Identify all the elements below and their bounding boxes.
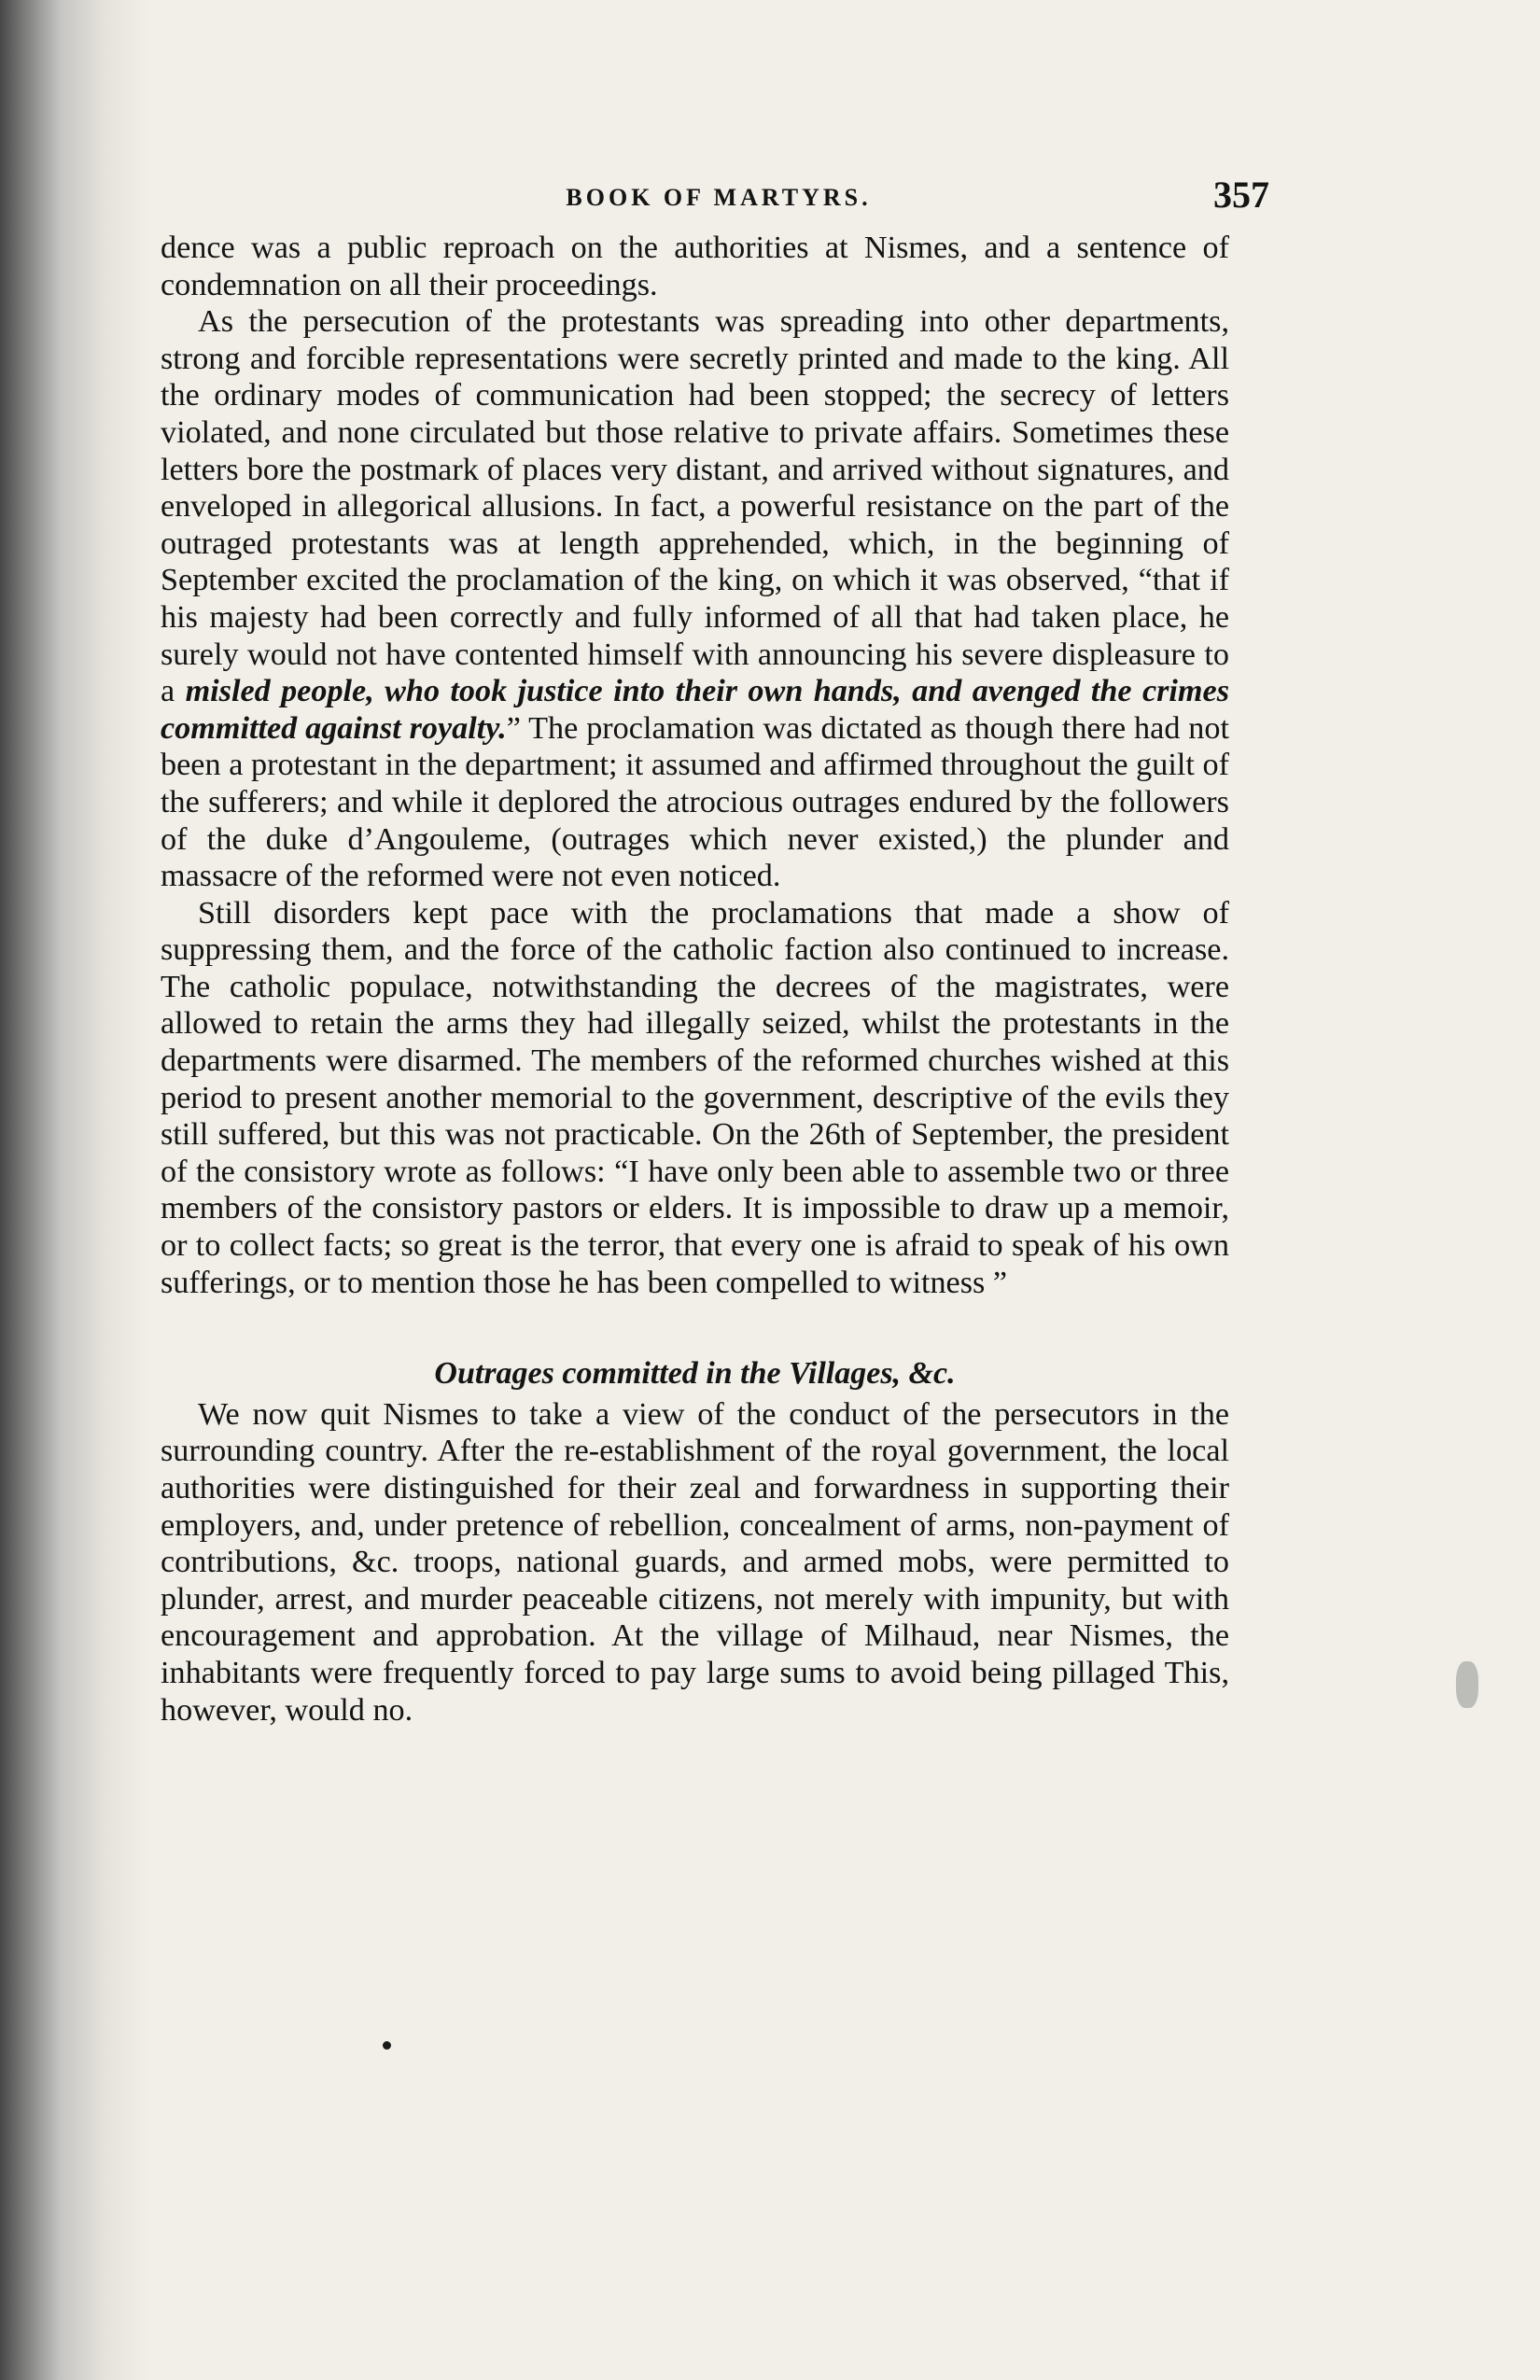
paragraph-continuation: dence was a public reproach on the authorities at Nismes, and a sentence of condemnation on all their proceedings. [161,231,1229,302]
ink-speck [383,2041,391,2050]
paragraph-representations [161,303,1229,895]
section-heading: Outrages committed in the Villages, &c. [434,1356,956,1392]
page-number: 357 [1213,174,1269,216]
running-title: BOOK OF MARTYRS. [566,184,872,211]
paragraph-disorders: Still disorders kept pace with the proclamations that made a show of suppressing them, and the force of the catholic faction also continued to increase. The catholic populace, notwithstanding the decrees of the magistrates, were allowed to retain the arms they had illegally seized, whilst the protestants in the departments were disarmed. The members of the reformed churches wished at this period to present another memorial to the government, descriptive of the evils they still suffered, but this was not practicable. On the 26th of September, the president of the consistory wrote as follows: “I have only been able to assemble two or three members of the consistory pastors or elders. It is impossible to draw up a memoir, or to collect facts; so great is the terror, that every one is afraid to speak of his own sufferings, or to mention those he has been compelled to witness ” [161,895,1229,1300]
page-header [168,173,1269,238]
paragraph-text-after: ” The proclamation was dictated as though there had not been a protestant in the department; it assumed and affirmed throughout the guilt of the sufferers; and while it deplored the atrocious outrages endured by the followers of the duke d’Angouleme, (outrages which never existed,) the plunder and massacre of the reformed were not even noticed. [161,710,1229,894]
book-binding-edge [0,0,149,2380]
page-body [161,230,1229,1729]
italic-quotation: misled people, who took justice into their own hands, and avenged the crimes committed against royalty. [161,674,1229,746]
paragraph-villages: We now quit Nismes to take a view of the conduct of the persecutors in the surrounding country. After the re-establishment of the royal government, the local authorities were distinguished for their zeal and forwardness in supporting their employers, and, under pretence of rebellion, concealment of arms, non-payment of contributions, &c. troops, national guards, and armed mobs, were permitted to plunder, arrest, and murder peaceable citizens, not merely with impunity, but with encouragement and approbation. At the village of Milhaud, near Nismes, the inhabitants were frequently forced to pay large sums to avoid being pillaged This, however, would no. [161,1396,1229,1728]
paragraph-text: As the persecution of the protestants was spreading into other departments, strong and forcible representations were secretly printed and made to the king. All the ordinary modes of communication had been stopped; the secrecy of letters violated, and none circulated but those relative to private affairs. Sometimes these letters bore the postmark of places very distant, and arrived without signatures, and enveloped in allegorical allusions. In fact, a powerful resistance on the part of the outraged protestants was at length apprehended, which, in the beginning of September excited the proclamation of the king, on which it was observed, “that if his majesty had been correctly and fully informed of all that had taken place, he surely would not have contented himself with announcing his severe displeasure to a [161,304,1229,709]
ink-speck [1456,1661,1478,1708]
